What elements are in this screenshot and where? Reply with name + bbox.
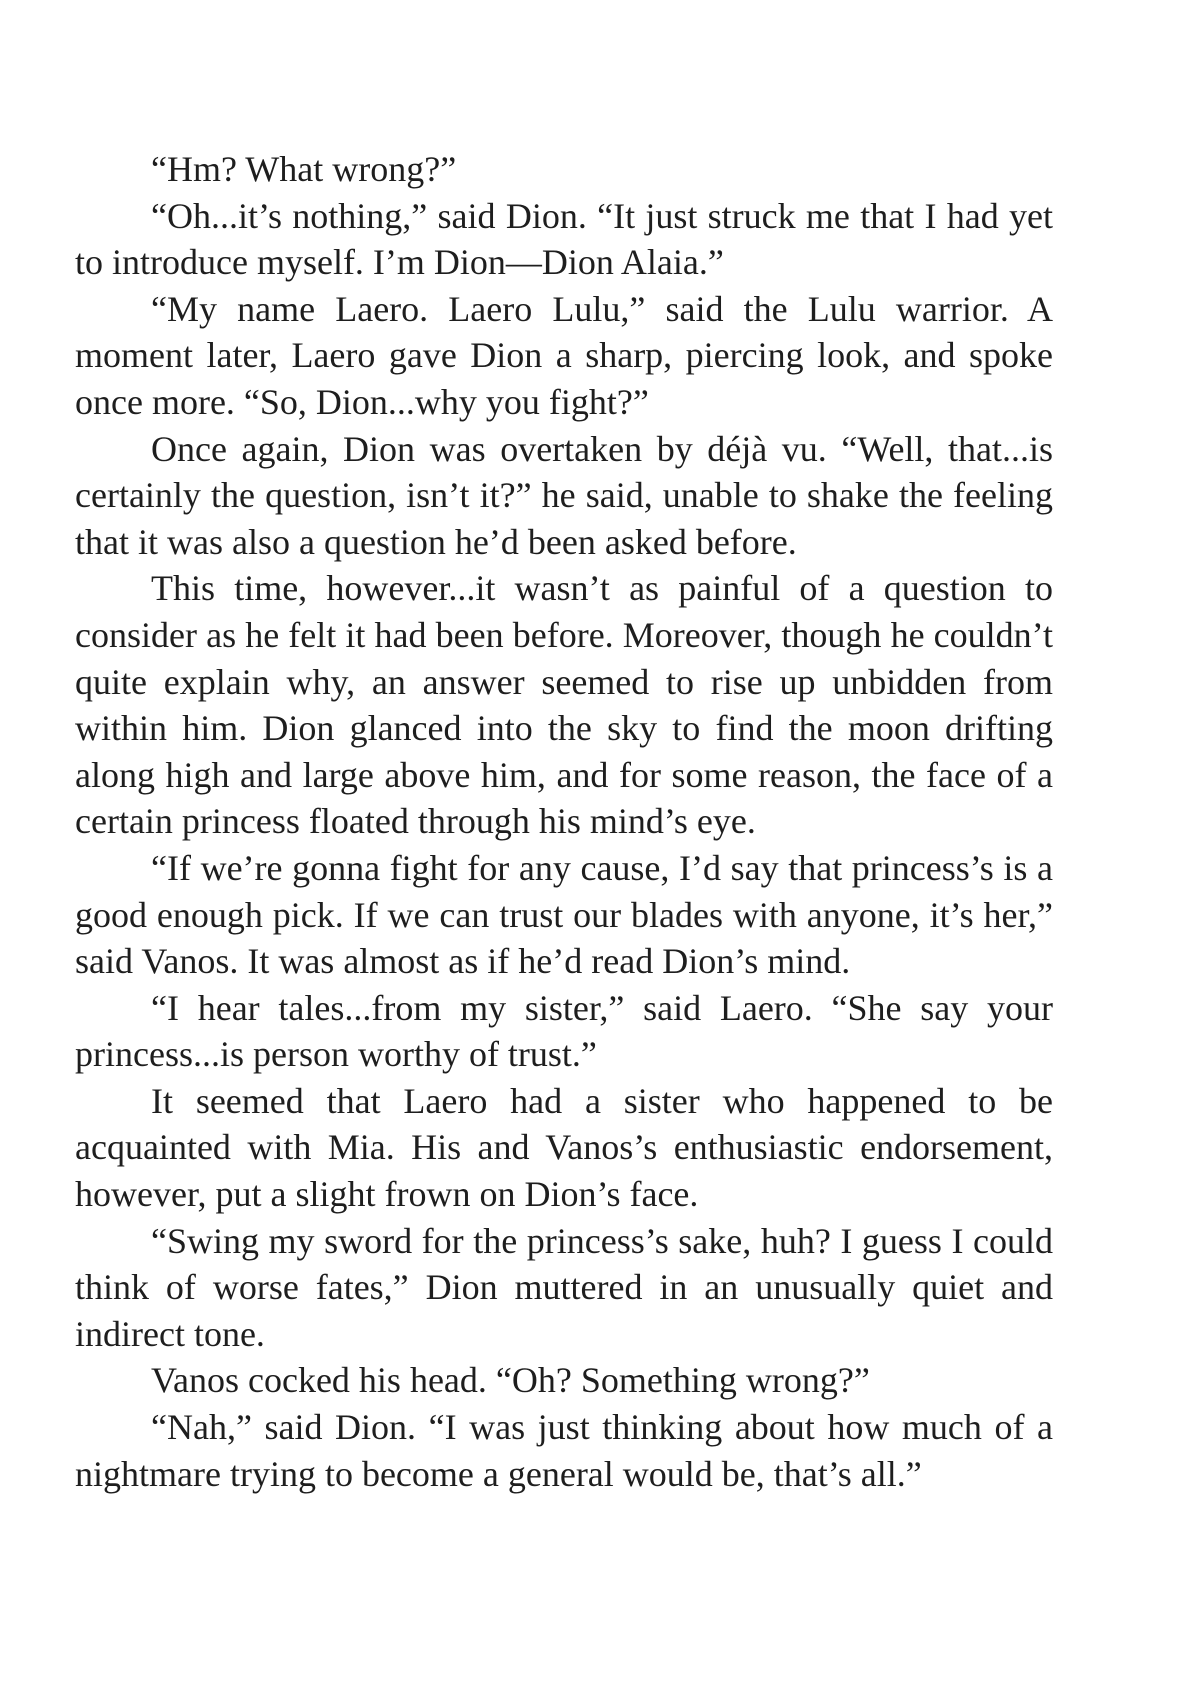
paragraph: Once again, Dion was overtaken by déjà vu. “Well, that...is certainly the question, isn’t it?” he said, unable to shake the feeling that it was also a question he’d been asked before.: [75, 428, 1053, 562]
book-page-text: [75, 146, 1053, 1497]
paragraph: Vanos cocked his head. “Oh? Something wrong?”: [151, 1360, 870, 1401]
paragraph: “Swing my sword for the princess’s sake, huh? I guess I could think of worse fates,” Dion muttered in an unusually quiet and indirect tone.: [75, 1220, 1053, 1354]
paragraph: “Oh...it’s nothing,” said Dion. “It just struck me that I had yet to introduce myself. I’m Dion—Dion Alaia.”: [75, 195, 1053, 283]
paragraph: It seemed that Laero had a sister who happened to be acquainted with Mia. His and Vanos’s enthusiastic endorsement, however, put a slight frown on Dion’s face.: [75, 1080, 1053, 1215]
paragraph: “Hm? What wrong?”: [151, 149, 457, 189]
paragraph: This time, however...it wasn’t as painful of a question to consider as he felt it had been before. Moreover, though he couldn’t quite explain why, an answer seemed to rise up unbidden from within him. Dion glanced into the sky to find the moon drifting along high and large above him, and for some reason, the face of a certain princess floated through his mind’s eye.: [75, 568, 1053, 842]
paragraph: “Nah,” said Dion. “I was just thinking about how much of a nightmare trying to become a general would be, that’s all.”: [75, 1407, 1053, 1494]
paragraph: “If we’re gonna fight for any cause, I’d say that princess’s is a good enough pick. If we can trust our blades with anyone, it’s her,” said Vanos. It was almost as if he’d read Dion’s mind.: [75, 847, 1053, 982]
paragraph: “I hear tales...from my sister,” said Laero. “She say your princess...is person worthy of trust.”: [75, 987, 1053, 1075]
paragraph: “My name Laero. Laero Lulu,” said the Lulu warrior. A moment later, Laero gave Dion a sharp, piercing look, and spoke once more. “So, Dion...why you fight?”: [75, 288, 1053, 422]
